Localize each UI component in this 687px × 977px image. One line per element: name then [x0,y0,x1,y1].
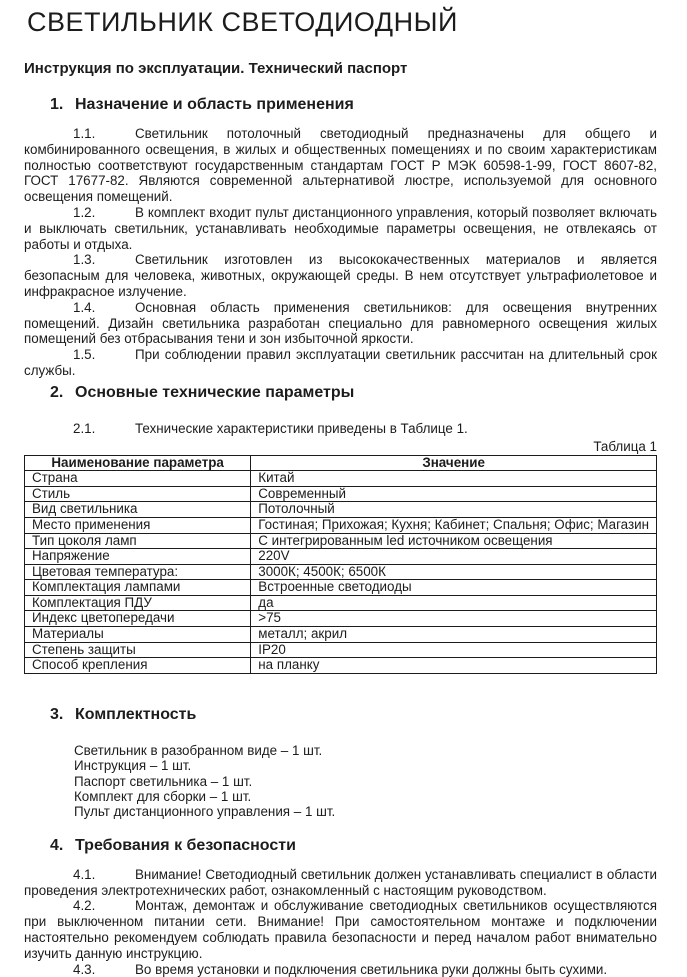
paragraph-number: 1.4. [73,299,96,315]
list-item: Комплект для сборки – 1 шт. [74,789,252,805]
param-name-cell: Напряжение [25,549,251,565]
param-name-cell: Материалы [25,627,251,643]
table-row [25,549,657,565]
paragraph-number: 1.3. [73,252,96,268]
table-row [25,502,657,518]
document-title: СВЕТИЛЬНИК СВЕТОДИОДНЫЙ [27,7,458,37]
paragraph-4-3 [24,962,657,977]
paragraph-number: 1.5. [73,347,96,363]
section-1-body [24,126,657,379]
section-3-heading [50,706,657,724]
param-value-cell: 220V [251,549,657,565]
param-value-cell: да [251,595,657,611]
param-value-header: Значение [251,455,657,471]
param-name-cell: Место применения [25,517,251,533]
section-3-number: 3. [50,705,64,723]
paragraph-4-2 [24,898,657,961]
paragraph-text: В комплект входит пульт дистанционного управления, который позволяет включать и выключать светильник, устанавливать необходимые параметры освещения, не отвлекаясь от работы и отдыха. [24,204,657,252]
paragraph-text: Во время установки и подключения светильника руки должны быть сухими. [135,961,608,977]
table-row [25,564,657,580]
paragraph-1-2 [24,205,657,252]
paragraph-1-1 [24,126,657,205]
param-value-cell: 3000К; 4500К; 6500К [251,564,657,580]
paragraph-number: 4.1. [73,866,96,882]
section-4-number: 4. [50,836,64,854]
paragraph-1-5 [24,347,657,379]
table-row [25,486,657,502]
section-4-heading [50,837,657,855]
param-name-cell: Комплектация лампами [25,580,251,596]
param-value-cell: Китай [251,471,657,487]
paragraph-text: При соблюдении правил эксплуатации светильник рассчитан на длительный срок службы. [24,347,657,378]
table-row [25,533,657,549]
paragraph-text: Светильник изготовлен из высококачественных материалов и является безопасным для человека, животных, окружающей среды. В нем отсутствует ультрафиолетовое и инфракрасное излучение. [24,252,657,299]
table-row [25,642,657,658]
paragraph-number: 4.2. [73,898,96,914]
param-value-cell: металл; акрил [251,627,657,643]
table-row [25,658,657,674]
section-2-title: Основные технические параметры [75,383,355,401]
param-value-cell: Гостиная; Прихожая; Кухня; Кабинет; Спальня; Офис; Магазин [251,517,657,533]
table-row [25,517,657,533]
section-4-body [24,867,657,977]
section-1-heading [50,96,657,114]
paragraph-text: Светильник потолочный светодиодный предназначены для общего и комбинированного освещения, в жилых и общественных помещениях и по своим характеристикам полностью соответствуют государственным стандартам ГОСТ Р МЭК 60598-1-99, ГОСТ 8607-82, ГОСТ 17677-82. Являются современной альтернативой люстре, используемой для основного освещения помещений. [24,126,657,205]
table-row [25,595,657,611]
paragraph-number: 1.1. [73,126,96,141]
table-row [25,471,657,487]
table-row [25,580,657,596]
param-value-cell: на планку [251,658,657,674]
param-name-cell: Индекс цветопередачи [25,611,251,627]
param-name-cell: Цветовая температура: [25,564,251,580]
kit-contents-list [74,743,657,820]
section-2-number: 2. [50,383,64,401]
list-item: Светильник в разобранном виде – 1 шт. [74,742,323,758]
list-item: Пульт дистанционного управления – 1 шт. [74,804,336,820]
section-2-heading [50,384,657,402]
technical-parameters-table [24,455,657,674]
table-row [25,611,657,627]
list-item: Инструкция – 1 шт. [74,758,192,774]
param-value-cell: IP20 [251,642,657,658]
table-header-row [25,455,657,471]
param-name-cell: Вид светильника [25,502,251,518]
param-value-cell: Встроенные светодиоды [251,580,657,596]
table-row [25,627,657,643]
section-1-title: Назначение и область применения [75,96,354,113]
section-1-number: 1. [50,96,64,113]
param-value-cell: Современный [251,486,657,502]
param-name-cell: Страна [25,471,251,487]
paragraph-2-1 [24,421,657,437]
document-subtitle: Инструкция по эксплуатации. Технический паспорт [24,60,408,77]
table-caption: Таблица 1 [593,438,657,454]
section-3-title: Комплектность [75,705,197,723]
section-4-title: Требования к безопасности [75,836,296,854]
paragraph-4-1 [24,867,657,899]
paragraph-text: Внимание! Светодиодный светильник должен устанавливать специалист в области проведения электротехнических работ, ознакомленный с настоящим руководством. [24,866,657,898]
param-value-cell: Потолочный [251,502,657,518]
param-value-cell: С интегрированным led источником освещения [251,533,657,549]
paragraph-1-4 [24,300,657,347]
paragraph-number: 4.3. [73,961,96,977]
paragraph-text: Монтаж, демонтаж и обслуживание светодиодных светильников осуществляются при выключенном питании сети. Внимание! При самостоятельном монтаже и подключении настоятельно рекомендуем соблюдать правила безопасности и перед началом работ внимательно изучить данную инструкцию. [24,898,657,961]
paragraph-text: Основная область применения светильников: для освещения внутренних помещений. Дизайн светильника разработан специально для равномерного освещения жилых помещений без отбрасывания тени и зон избыточной яркости. [24,299,657,347]
paragraph-text: Технические характеристики приведены в Таблице 1. [135,420,468,436]
param-name-cell: Способ крепления [25,658,251,674]
paragraph-number: 1.2. [73,204,96,220]
param-name-cell: Стиль [25,486,251,502]
param-name-header: Наименование параметра [25,455,251,471]
param-value-cell: >75 [251,611,657,627]
param-name-cell: Степень защиты [25,642,251,658]
list-item: Паспорт светильника – 1 шт. [74,773,253,789]
paragraph-number: 2.1. [73,420,96,436]
param-name-cell: Комплектация ПДУ [25,595,251,611]
paragraph-1-3 [24,252,657,299]
param-name-cell: Тип цоколя ламп [25,533,251,549]
